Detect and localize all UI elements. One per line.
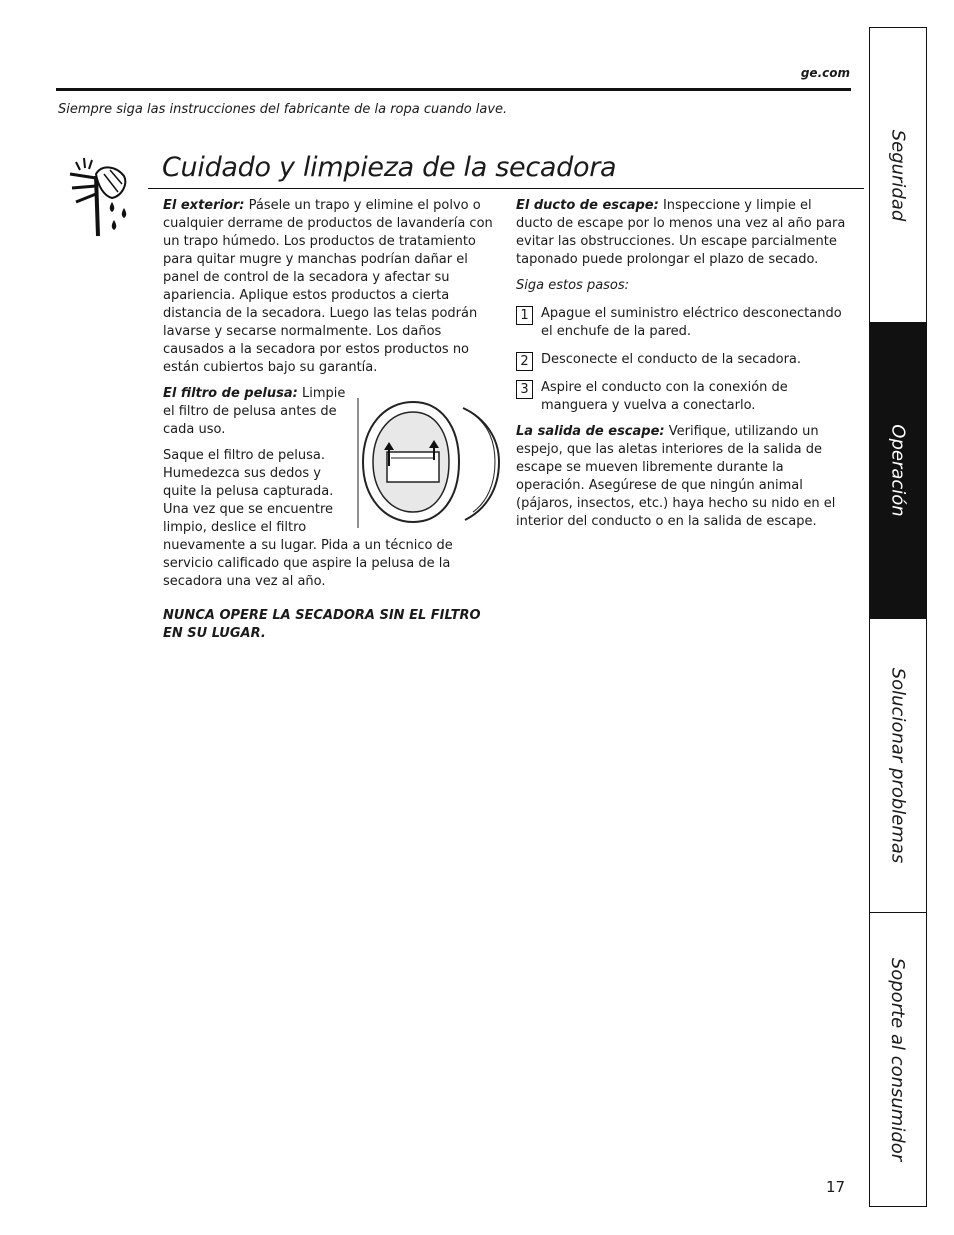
step-2 <box>516 351 851 371</box>
tab-seguridad[interactable] <box>870 28 926 323</box>
right-column <box>516 197 851 539</box>
exterior-text: Pásele un trapo y elimine el polvo o cualquier derrame de productos de lavandería con un trapo húmedo. Los productos de tratamiento para quitar mugre y manchas podrían dañar el panel de control de la secadora y afectar su apariencia. Aplique estos productos a cierta distancia de la secadora. Luego las telas podrán lavarse y secarse normalmente. Los daños causados a la secadora por estos productos no están cubiertos bajo su garantía. <box>163 198 493 375</box>
tab-soporte-al-consumidor[interactable] <box>870 913 926 1206</box>
lint-filter-instructions-a: Saque el filtro de pelusa. Humedezca sus dedos y quite la pelusa capturada. Una vez que se encuentre limpio, deslice el filtro <box>163 448 334 535</box>
tab-label: Operación <box>887 424 909 517</box>
lint-filter-warning: NUNCA OPERE LA SECADORA SIN EL FILTRO EN SU LUGAR. <box>163 608 481 641</box>
section-title: Cuidado y limpieza de la secadora <box>162 152 617 183</box>
tab-label: Solucionar problemas <box>887 667 909 864</box>
outlet-text: Verifique, utilizando un espejo, que las aletas interiores de la salida de escape se mueven libremente durante la operación. Asegúrese de que ningún animal (pájaros, insectos, etc.) haya hecho su nido en el interior del conducto o en la salida de escape. <box>516 424 836 529</box>
tab-solucionar-problemas[interactable] <box>870 619 926 913</box>
outlet-heading: La salida de escape: <box>516 424 665 439</box>
lint-filter-instructions-b: nuevamente a su lugar. Pida a un técnico de servicio calificado que aspire la pelusa de la secadora una vez al año. <box>163 538 453 589</box>
step-number: 2 <box>516 352 533 371</box>
lint-filter-illustration <box>355 398 500 528</box>
tab-operacion[interactable] <box>870 323 926 619</box>
section-sidebar <box>869 27 927 1207</box>
step-3 <box>516 379 851 415</box>
tab-label: Seguridad <box>887 129 909 221</box>
step-1 <box>516 305 851 341</box>
page-number: 17 <box>826 1178 846 1196</box>
exterior-heading: El exterior: <box>163 198 245 213</box>
tab-label: Soporte al consumidor <box>887 957 909 1162</box>
site-url: ge.com <box>800 66 850 80</box>
cleaning-cloth-icon <box>66 152 150 242</box>
exterior-paragraph <box>163 197 503 377</box>
duct-paragraph <box>516 197 851 269</box>
step-number: 3 <box>516 380 533 399</box>
outlet-paragraph <box>516 423 851 531</box>
title-rule <box>148 188 864 189</box>
duct-heading: El ducto de escape: <box>516 198 659 213</box>
step-text: Aspire el conducto con la conexión de manguera y vuelva a conectarlo. <box>541 380 788 413</box>
step-text: Desconecte el conducto de la secadora. <box>541 352 802 367</box>
header-rule <box>56 88 851 91</box>
step-text: Apague el suministro eléctrico desconectando el enchufe de la pared. <box>541 306 842 339</box>
duct-text: Inspeccione y limpie el ducto de escape por lo menos una vez al año para evitar las obstrucciones. Un escape parcialmente taponado puede prolongar el plazo de secado. <box>516 198 846 267</box>
intro-note: Siempre siga las instrucciones del fabricante de la ropa cuando lave. <box>58 102 508 117</box>
lint-filter-heading: El filtro de pelusa: <box>163 386 298 401</box>
lint-filter-text: Limpie el filtro de pelusa antes de cada uso. <box>163 386 346 437</box>
step-number: 1 <box>516 306 533 325</box>
steps-intro: Siga estos pasos: <box>516 278 630 293</box>
lint-filter-paragraph <box>163 385 353 439</box>
